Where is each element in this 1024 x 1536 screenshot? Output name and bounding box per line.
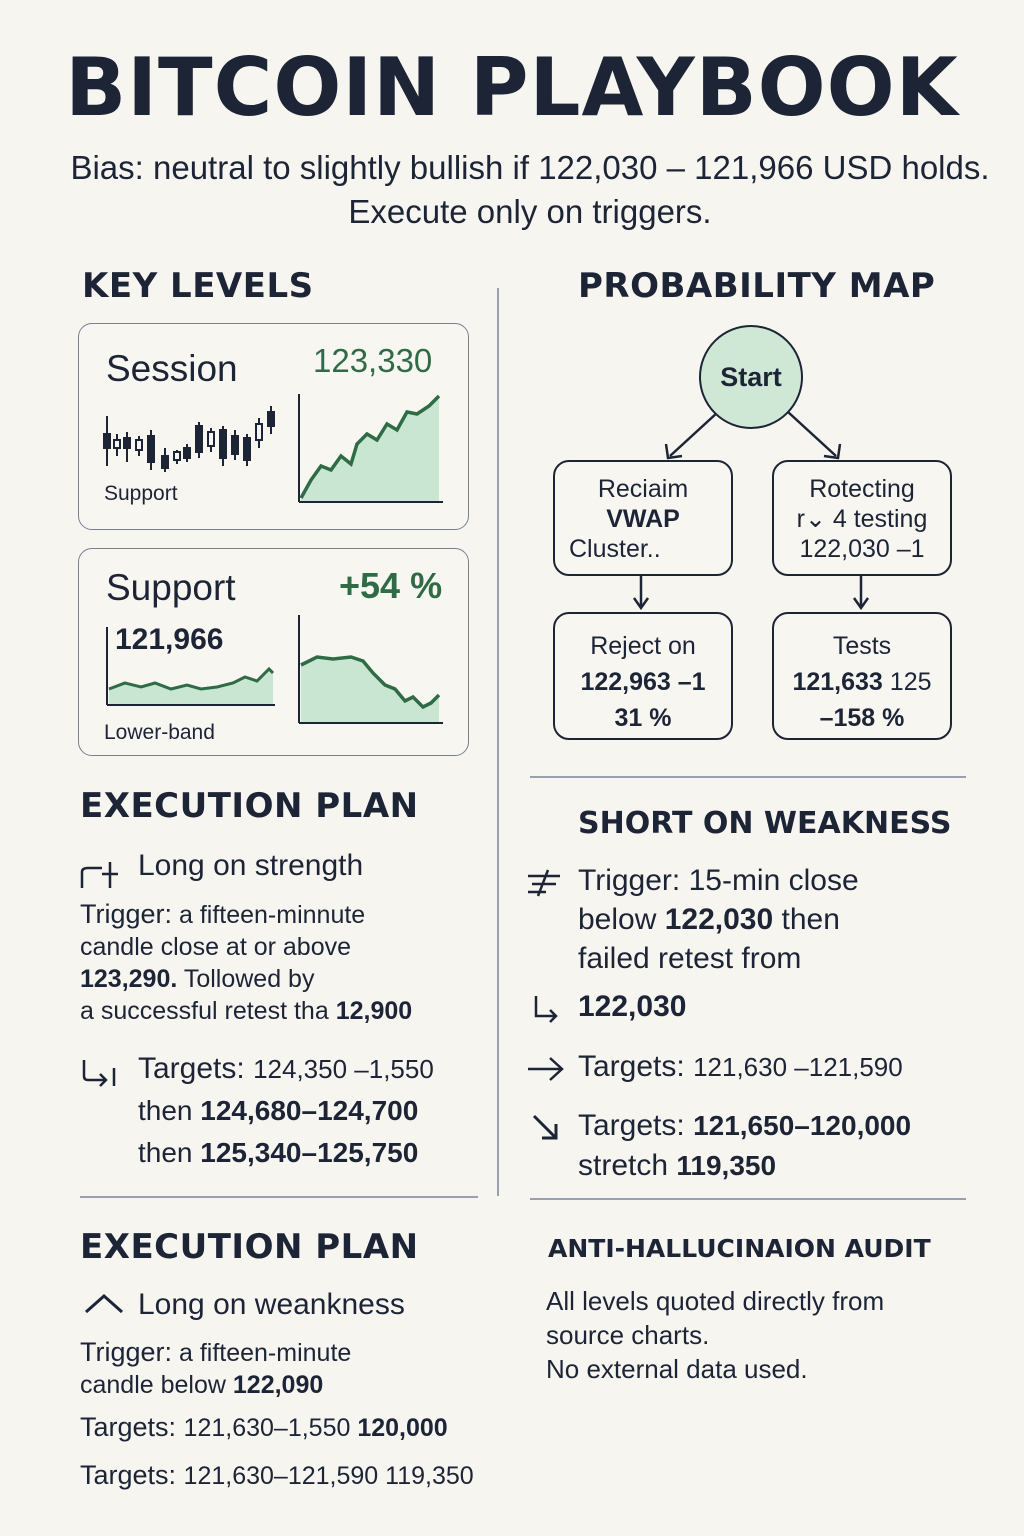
- session-value: 123,330: [313, 342, 433, 379]
- long-trigger-line-4: [80, 995, 490, 1027]
- rotecting-line-3: 122,030 –1: [799, 535, 925, 563]
- long-trigger-label: Trigger:: [80, 899, 173, 929]
- short-trigger-value: 122,030: [664, 903, 774, 936]
- long-trigger-text-1: a fifteen-minnute: [172, 901, 366, 929]
- short-targets-a: [578, 1050, 903, 1084]
- session-label: Session: [106, 348, 238, 389]
- weak-targets-1-value: 121,630–1,550: [183, 1414, 351, 1442]
- long-trigger-value-2: 12,900: [335, 997, 413, 1025]
- short-targets-b-line: [578, 1106, 911, 1146]
- long-trigger-text-3: Tollowed by: [177, 965, 315, 993]
- reclaim-line-3: Cluster..: [569, 535, 661, 563]
- start-node: Start: [699, 325, 803, 429]
- session-area-chart: [297, 394, 443, 504]
- weak-targets-2-value: 121,630–121,590: [183, 1462, 379, 1490]
- short-stretch-label: stretch: [578, 1149, 677, 1182]
- execution-plan-2-heading: EXECUTION PLAN: [80, 1227, 419, 1267]
- long-targets-line-2: [138, 1090, 434, 1132]
- page-title: BITCOIN PLAYBOOK: [65, 41, 959, 134]
- tests-value-b: 125: [889, 668, 932, 696]
- short-trigger: [578, 861, 859, 978]
- long-targets-2: 124,680–124,700: [200, 1095, 419, 1126]
- short-targets-b-value: 121,650–120,000: [693, 1110, 912, 1141]
- bias-subtitle: Bias: neutral to slightly bullish if 122,030 – 121,966 USD holds. Execute only on triggers.: [70, 149, 990, 230]
- long-targets-3: 125,340–125,750: [200, 1137, 419, 1168]
- weak-targets-1-b: 120,000: [350, 1414, 448, 1442]
- long-then-label-1: then: [138, 1095, 201, 1126]
- short-stretch-value: 119,350: [676, 1150, 777, 1181]
- support-card: [78, 548, 469, 756]
- long-strength-title: Long on strength: [138, 849, 364, 882]
- support-lower-band-label: Lower-band: [104, 721, 215, 744]
- weak-targets-2: [80, 1460, 474, 1491]
- weak-targets-2-b: 119,350: [378, 1462, 474, 1490]
- long-targets-line-3: [138, 1132, 434, 1174]
- reclaim-line-2: VWAP: [606, 505, 680, 533]
- short-trigger-post: then: [773, 903, 840, 936]
- long-trigger-line-2: candle close at or above: [80, 933, 352, 961]
- reclaim-vwap-node: [553, 460, 733, 576]
- long-targets-label: Targets:: [138, 1052, 254, 1085]
- long-trigger-value: 123,290.: [80, 965, 178, 993]
- probability-map-heading: PROBABILITY MAP: [578, 266, 936, 306]
- column-divider: [497, 288, 499, 1196]
- tests-line-2: [774, 664, 950, 700]
- rotecting-line-1: Rotecting: [809, 475, 915, 503]
- weak-targets-1-label: Targets:: [80, 1412, 184, 1442]
- audit-body: [546, 1284, 884, 1386]
- long-then-label-2: then: [138, 1137, 201, 1168]
- reject-node: [553, 612, 733, 740]
- probability-map-rule: [530, 776, 966, 778]
- weak-trigger-label: Trigger:: [80, 1337, 173, 1367]
- support-area-chart: [297, 615, 443, 725]
- support-label: Support: [106, 567, 236, 608]
- weak-trigger-text-2: candle below: [80, 1371, 233, 1399]
- reject-line-2: 122,963 –1: [580, 668, 706, 696]
- chevron-up-icon: [84, 1292, 126, 1316]
- weak-trigger-text-1: a fifteen-minute: [172, 1339, 352, 1367]
- long-weakness-title: Long on weankness: [138, 1288, 405, 1321]
- short-trigger-line-1: Trigger: 15-min close: [578, 864, 859, 897]
- down-stairs-icon: [526, 868, 564, 898]
- left-section-rule: [80, 1196, 478, 1198]
- long-trigger-line-1: [80, 898, 490, 931]
- session-card: [78, 323, 469, 530]
- weak-targets-1: [80, 1412, 448, 1443]
- weak-trigger-value: 122,090: [232, 1371, 324, 1399]
- rotecting-line-2: r⌄ 4 testing: [796, 505, 928, 533]
- long-targets: [138, 1048, 434, 1174]
- long-trigger-line-3: [80, 963, 490, 995]
- reclaim-line-1: Reciaim: [597, 475, 689, 503]
- return-arrow-icon: [532, 994, 562, 1024]
- key-levels-heading: KEY LEVELS: [82, 266, 314, 306]
- down-right-arrow-icon: [532, 1114, 562, 1144]
- short-targets-b: [578, 1106, 911, 1186]
- audit-line-2: source charts.: [546, 1320, 710, 1350]
- weak-trigger-line-2: [80, 1369, 500, 1401]
- short-trigger-line-2: [578, 900, 859, 939]
- candlestick-chart: [101, 404, 281, 474]
- session-support-label: Support: [104, 482, 178, 505]
- short-trigger-line-3: failed retest from: [578, 942, 802, 975]
- short-targets-a-value: 121,630 –121,590: [693, 1052, 903, 1082]
- short-trigger-pre: below: [578, 903, 665, 936]
- short-weakness-heading: SHORT ON WEAKNESS: [578, 806, 952, 841]
- tests-node: [772, 612, 952, 740]
- long-targets-line-1: [138, 1048, 434, 1090]
- support-value: 121,966: [115, 623, 224, 656]
- short-retest-value: 122,030: [578, 990, 687, 1023]
- step-up-icon: [80, 860, 122, 890]
- reject-line-3: 31 %: [614, 704, 672, 732]
- audit-heading: ANTI-HALLUCINAION AUDIT: [548, 1234, 931, 1263]
- short-stretch-line: [578, 1146, 911, 1186]
- short-targets-a-label: Targets:: [578, 1050, 694, 1083]
- short-targets-b-label: Targets:: [578, 1109, 694, 1142]
- rotecting-node: [772, 460, 952, 576]
- weak-targets-2-label: Targets:: [80, 1460, 184, 1490]
- tests-line-1: Tests: [832, 632, 892, 660]
- right-section-rule: [530, 1198, 966, 1200]
- audit-line-1: All levels quoted directly from: [546, 1286, 885, 1316]
- long-strength-trigger: [80, 898, 490, 1027]
- support-band-chart: [105, 627, 275, 707]
- tests-line-3: –158 %: [819, 704, 905, 732]
- execution-plan-heading: EXECUTION PLAN: [80, 786, 419, 826]
- long-targets-1: 124,350 –1,550: [253, 1054, 434, 1084]
- corner-arrow-icon: [80, 1058, 120, 1088]
- audit-line-3: No external data used.: [546, 1354, 808, 1384]
- tests-value: 121,633: [792, 668, 883, 696]
- long-trigger-text-4: a successful retest tha: [80, 997, 336, 1025]
- right-arrow-icon: [526, 1054, 566, 1084]
- long-weakness-trigger: [80, 1336, 500, 1401]
- support-change: +54 %: [339, 565, 443, 606]
- weak-trigger-line-1: [80, 1336, 500, 1369]
- reject-line-1: Reject on: [590, 632, 696, 660]
